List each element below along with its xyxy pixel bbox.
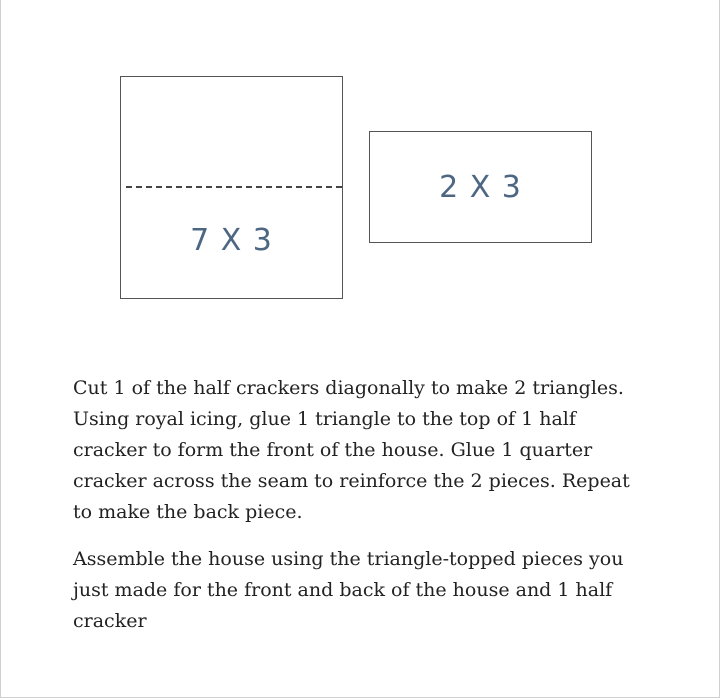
large-piece-dimension-label: 7 X 3 — [190, 223, 273, 258]
instruction-paragraph-2: Assemble the house using the triangle-topped pieces you just made for the front and back of the house and 1 half cracker — [73, 548, 624, 632]
large-cracker-diagram — [120, 76, 343, 299]
instruction-paragraph-1: Cut 1 of the half crackers diagonally to make 2 triangles. Using royal icing, glue 1 triangle to the top of 1 half cracker to form the front of the house. Glue 1 quarter cracker across the seam to reinforce the 2 pieces. Repeat to make the back piece. — [73, 377, 630, 523]
small-piece-dimension-label: 2 X 3 — [439, 170, 522, 205]
fold-line — [126, 186, 342, 188]
small-cracker-diagram — [369, 131, 592, 243]
